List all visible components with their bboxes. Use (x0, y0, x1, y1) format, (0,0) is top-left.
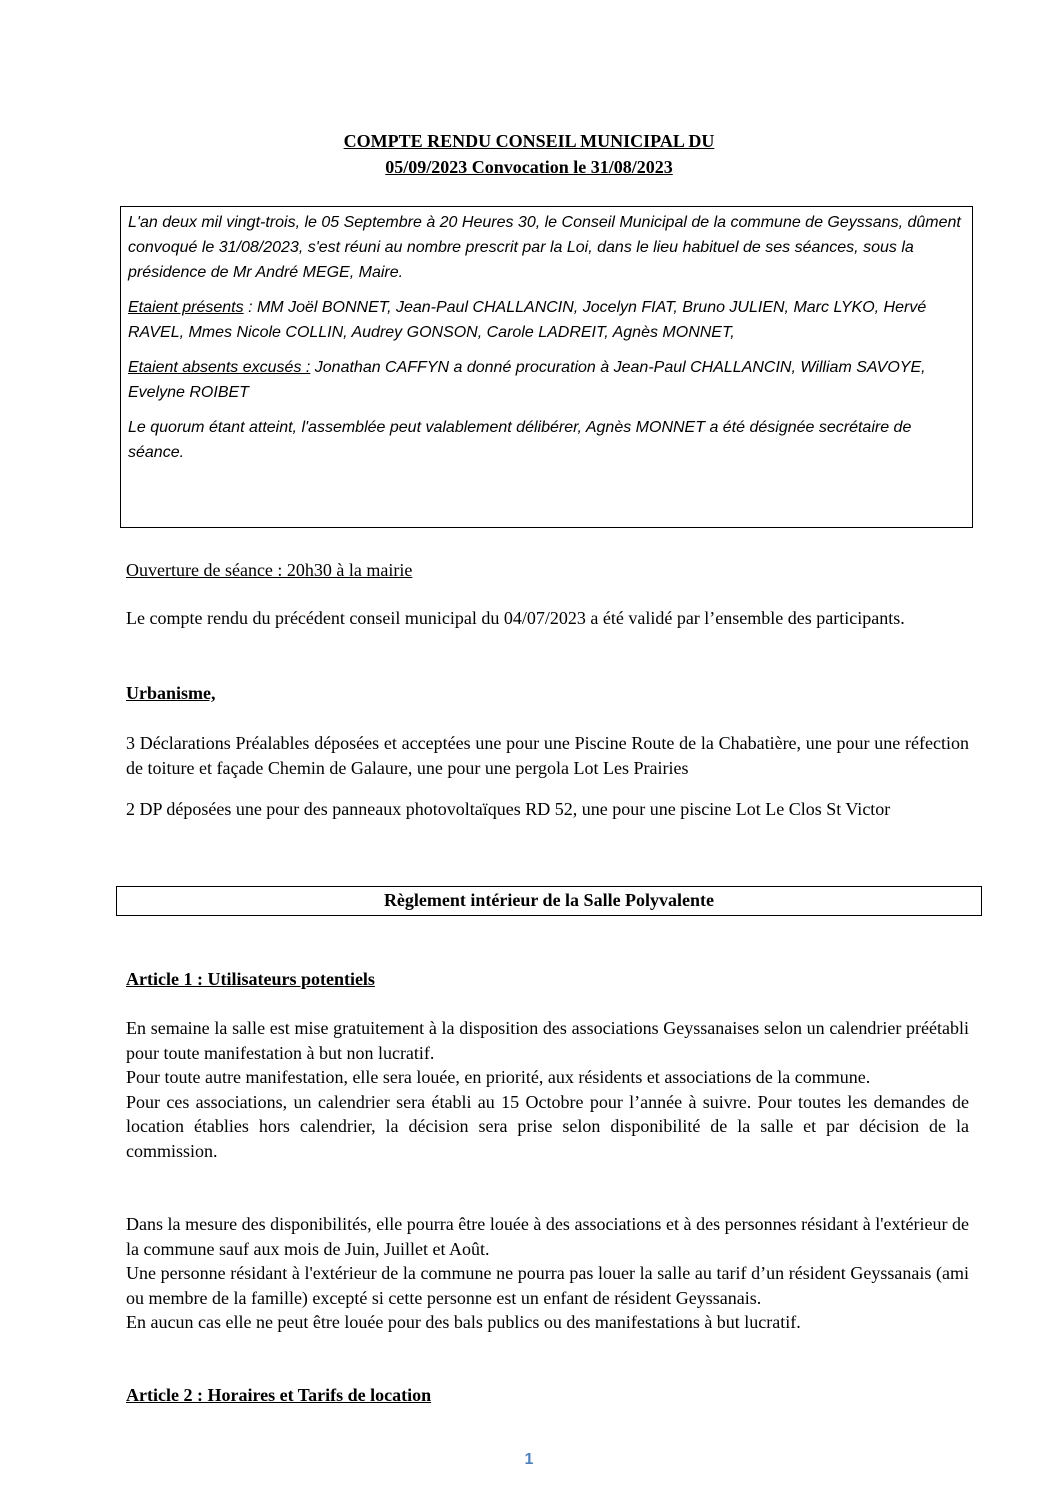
article-1-line: Dans la mesure des disponibilités, elle pourra être louée à des associations et à des personnes résidant à l'extérieur de la commune sauf aux mois de Juin, Juillet et Août. (126, 1214, 969, 1259)
absent-text: Jonathan CAFFYN a donné procuration à Jean-Paul CHALLANCIN, William SAVOYE, Evelyne ROIBET (128, 359, 926, 401)
intro-box (120, 206, 973, 528)
previous-report: Le compte rendu du précédent conseil municipal du 04/07/2023 a été validé par l’ensemble des participants. (126, 608, 905, 628)
page-number: 1 (524, 1451, 534, 1468)
intro-paragraph: L'an deux mil vingt-trois, le 05 Septembre à 20 Heures 30, le Conseil Municipal de la commune de Geyssans, dûment convoqué le 31/08/2023, s'est réuni au nombre prescrit par la Loi, dans le lieu habituel de ses séances, sous la présidence de Mr André MEGE, Maire. (128, 214, 961, 281)
article-1-heading: Article 1 : Utilisateurs potentiels (126, 969, 375, 989)
article-1-block-a (126, 1016, 969, 1163)
document-title-line-1: COMPTE RENDU CONSEIL MUNICIPAL DU (343, 131, 715, 151)
opening-line: Ouverture de séance : 20h30 à la mairie (126, 560, 413, 580)
document-title-line-2: 05/09/2023 Convocation le 31/08/2023 (385, 157, 673, 177)
urbanisme-paragraph-2: 2 DP déposées une pour des panneaux photovoltaïques RD 52, une pour une piscine Lot Le Clos St Victor (126, 799, 891, 819)
article-2-heading: Article 2 : Horaires et Tarifs de location (126, 1385, 432, 1405)
article-1-line: En aucun cas elle ne peut être louée pour des bals publics ou des manifestations à but lucratif. (126, 1312, 801, 1332)
reglement-section-title: Règlement intérieur de la Salle Polyvalente (116, 886, 982, 916)
present-label: Etaient présents (128, 299, 244, 316)
urbanisme-heading: Urbanisme, (126, 683, 216, 703)
article-1-line: Pour ces associations, un calendrier sera établi au 15 Octobre pour l’année à suivre. Pour toutes les demandes de location établies hors calendrier, la décision sera prise selon disponibilité de la salle et par décision de la commission. (126, 1091, 969, 1161)
urbanisme-paragraph-1: 3 Déclarations Préalables déposées et acceptées une pour une Piscine Route de la Chabatière, une pour une réfection de toiture et façade Chemin de Galaure, une pour une pergola Lot Les Prairies (126, 733, 969, 778)
absent-members (128, 355, 964, 405)
article-1-line: Pour toute autre manifestation, elle sera louée, en priorité, aux résidents et associations de la commune. (126, 1067, 871, 1087)
article-1-line: Une personne résidant à l'extérieur de la commune ne pourra pas louer la salle au tarif d’un résident Geyssanais (ami ou membre de la famille) excepté si cette personne est un enfant de résident Geyssanais. (126, 1263, 969, 1308)
article-1-block-b (126, 1212, 969, 1335)
article-1-line: En semaine la salle est mise gratuitement à la disposition des associations Geyssanaises selon un calendrier préétabli pour toute manifestation à but non lucratif. (126, 1018, 969, 1063)
present-text: : MM Joël BONNET, Jean-Paul CHALLANCIN, Jocelyn FIAT, Bruno JULIEN, Marc LYKO, Hervé RAVEL, Mmes Nicole COLLIN, Audrey GONSON, Carole LADREIT, Agnès MONNET, (128, 299, 927, 341)
present-members (128, 295, 964, 345)
absent-label: Etaient absents excusés : (128, 359, 311, 376)
quorum-text: Le quorum étant atteint, l'assemblée peut valablement délibérer, Agnès MONNET a été désignée secrétaire de séance. (128, 419, 912, 461)
